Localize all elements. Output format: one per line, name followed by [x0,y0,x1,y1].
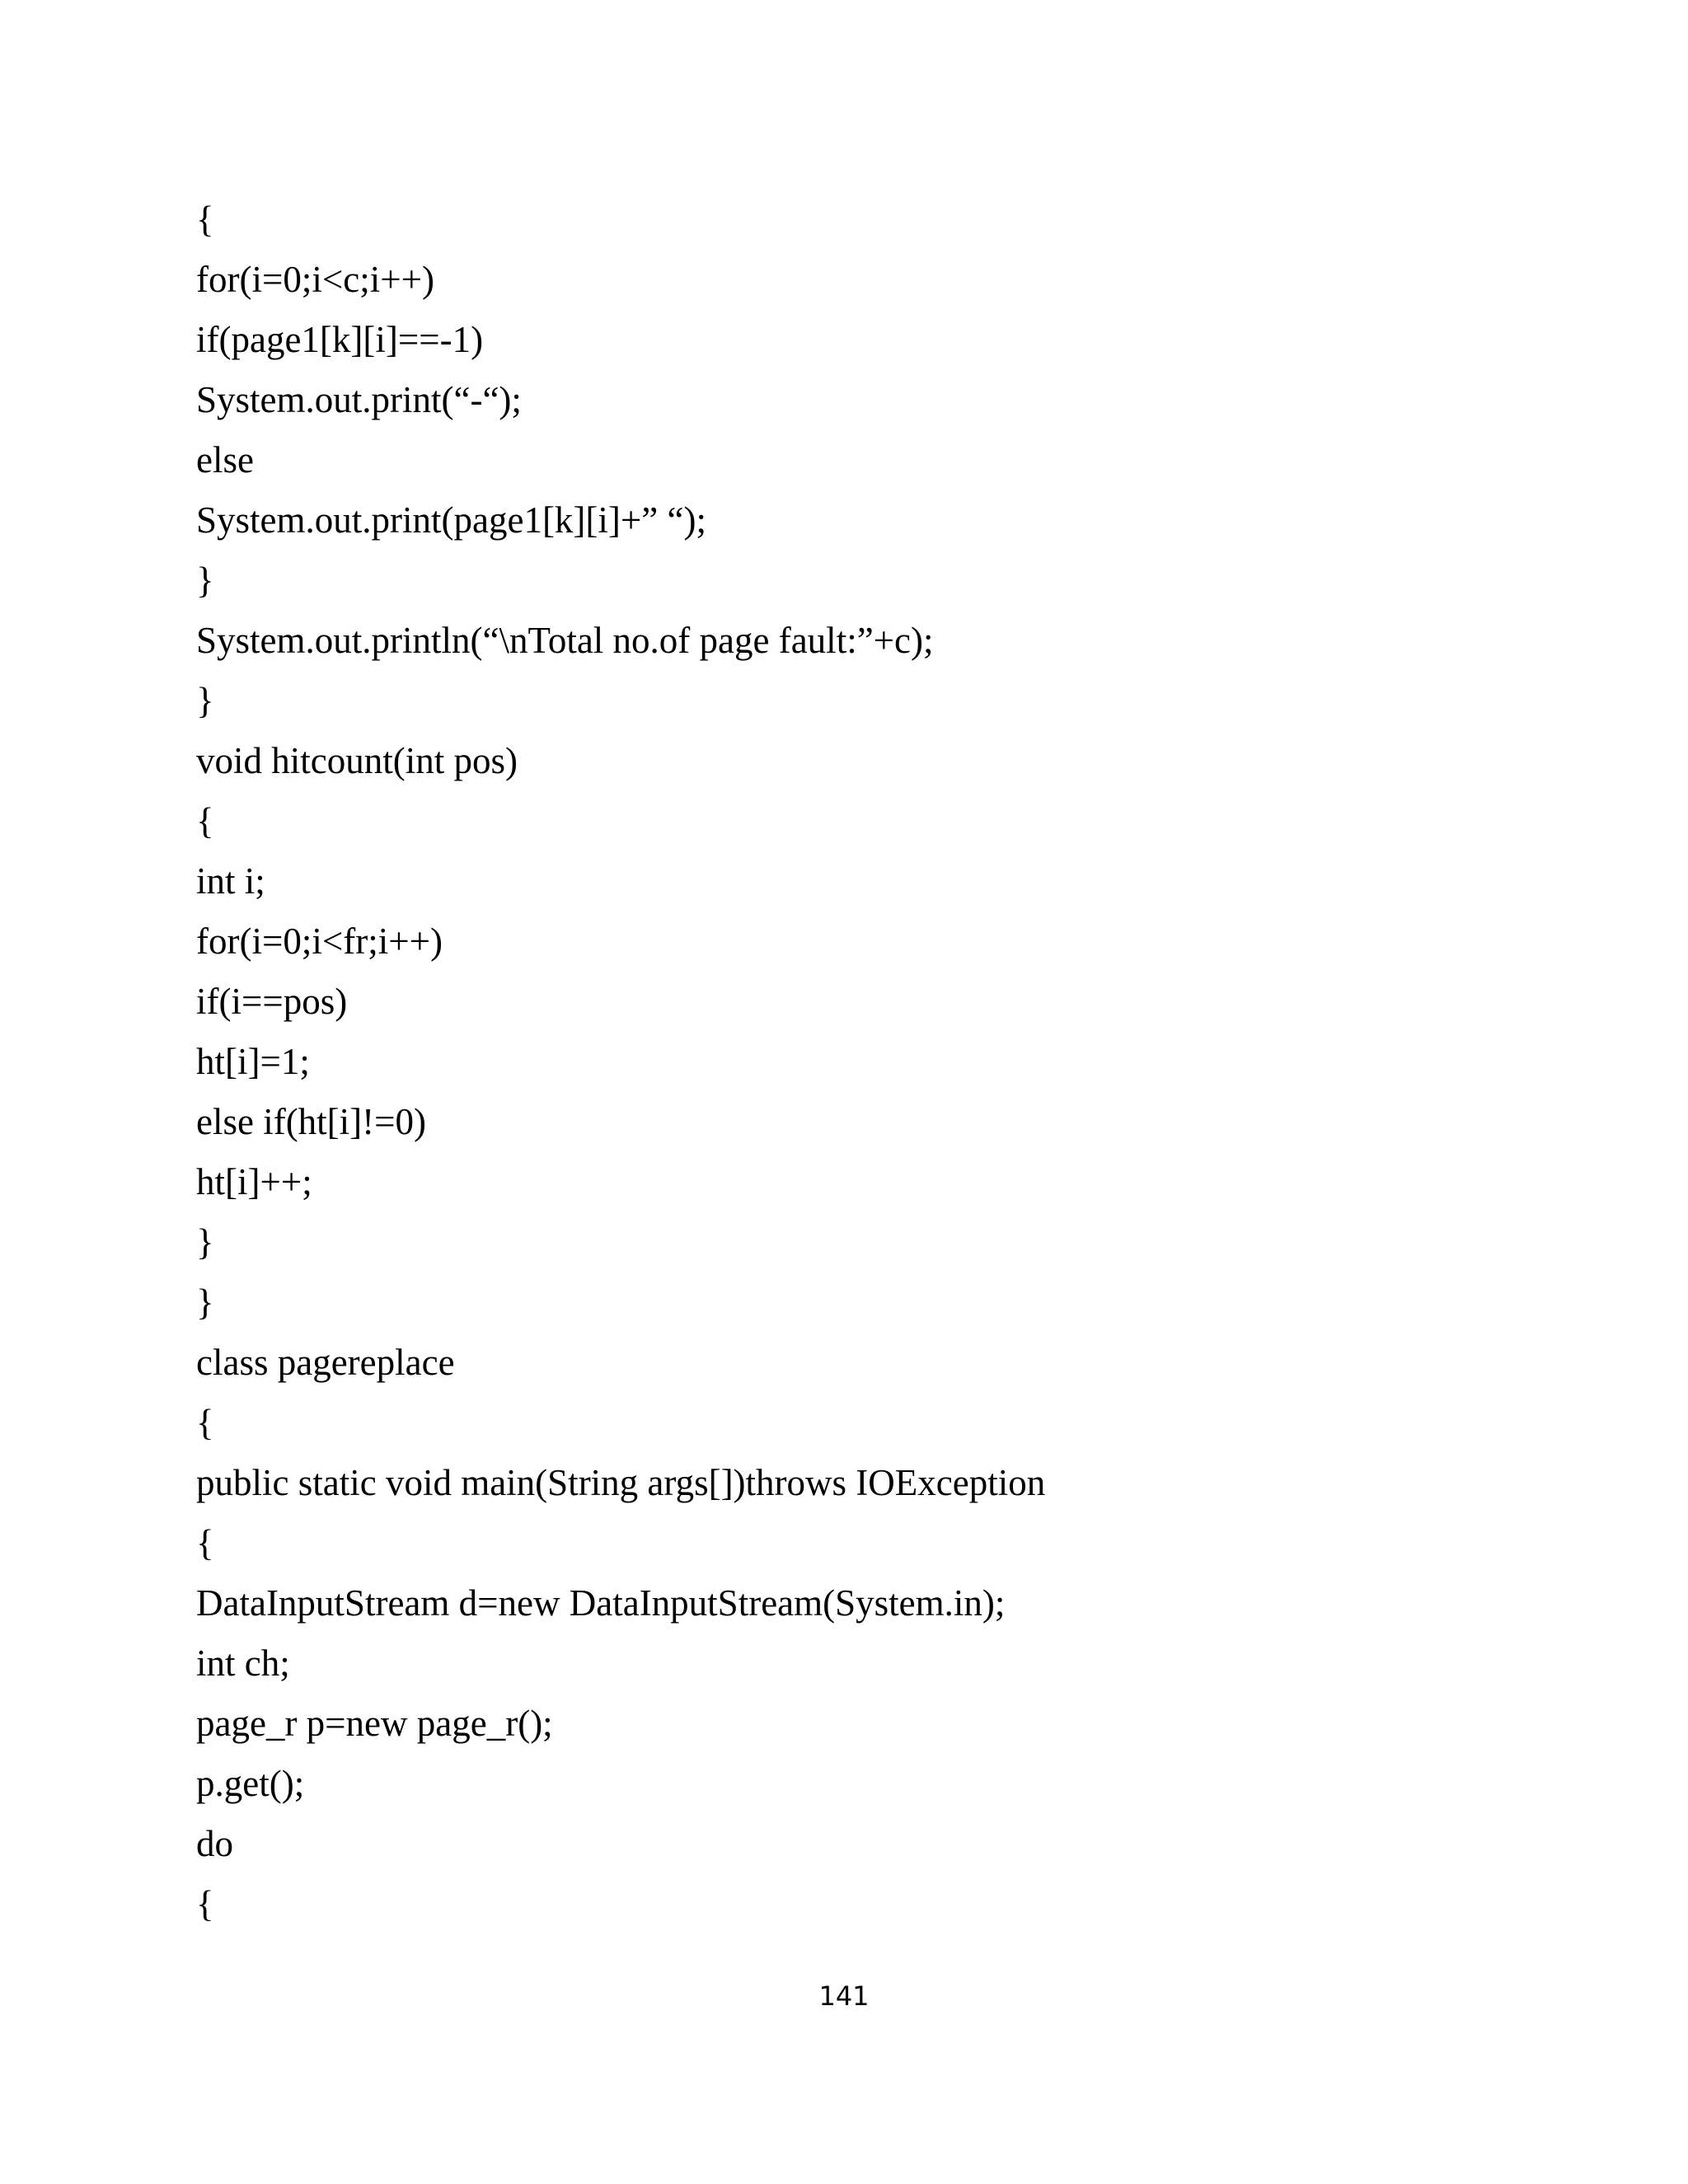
code-line: class pagereplace [196,1342,455,1383]
code-line: { [196,199,214,240]
code-line: ht[i]=1; [196,1041,310,1082]
code-line: do [196,1823,233,1864]
code-line: int i; [196,860,265,902]
code-line: } [196,680,214,721]
code-line: System.out.println(“\nTotal no.of page fault:”+c); [196,620,934,661]
code-line: void hitcount(int pos) [196,740,518,781]
code-line: for(i=0;i<c;i++) [196,259,434,300]
code-line: System.out.print(“-“); [196,379,522,420]
code-line: if(i==pos) [196,981,348,1022]
code-line: } [196,1282,214,1323]
page-number: 141 [818,1980,870,2012]
code-listing [196,190,1045,1934]
code-line: page_r p=new page_r(); [196,1703,553,1744]
code-line: { [196,1883,214,1924]
code-line: DataInputStream d=new DataInputStream(System.in); [196,1582,1006,1624]
code-line: p.get(); [196,1763,305,1804]
code-line: } [196,1221,214,1263]
code-line: if(page1[k][i]==-1) [196,319,484,360]
code-line: ht[i]++; [196,1161,312,1202]
code-line: System.out.print(page1[k][i]+” “); [196,499,706,541]
code-line: public static void main(String args[])throws IOException [196,1462,1046,1503]
code-line: { [196,1522,214,1563]
code-line: int ch; [196,1643,290,1684]
code-line: else [196,439,254,480]
code-line: { [196,1402,214,1443]
code-line: else if(ht[i]!=0) [196,1101,427,1142]
code-line: for(i=0;i<fr;i++) [196,921,443,962]
code-line: { [196,800,214,841]
code-line: } [196,560,214,601]
